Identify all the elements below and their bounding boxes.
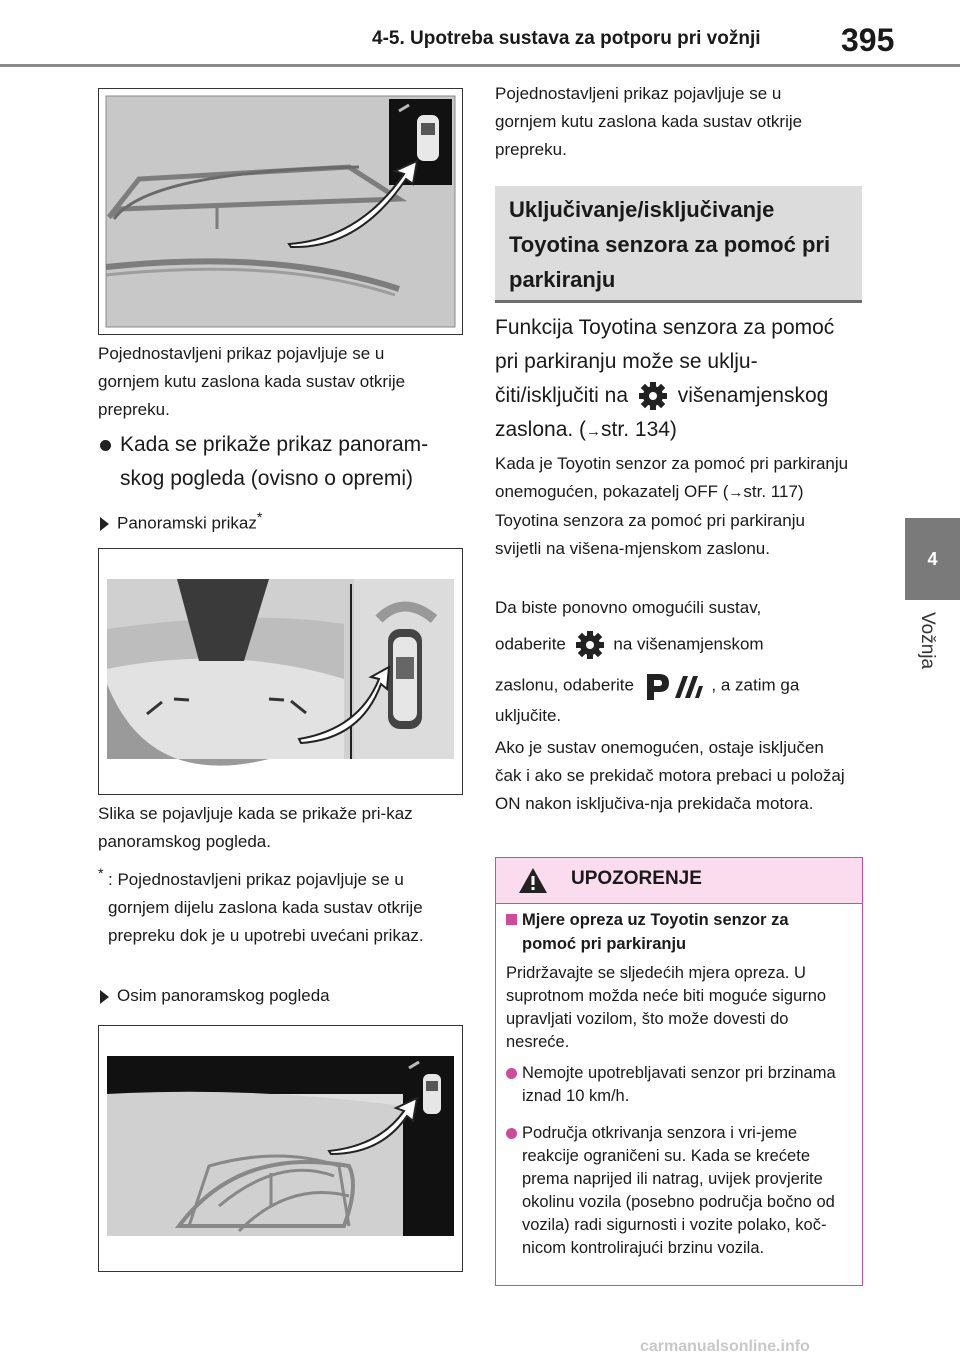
paragraph-4-text-c: uključite. <box>495 706 562 725</box>
settings-gear-icon <box>575 630 605 660</box>
warning-bullet-text: Nemojte upotrebljavati senzor pri brzinama iznad 10 km/h. <box>522 1064 836 1105</box>
warning-bullet <box>506 1122 842 1260</box>
figure-1-caption: Pojednostavljeni prikaz pojavljuje se u gornjem kutu zaslona kada sustav otkrije prepreku. <box>98 344 406 419</box>
bullet-heading-text: Kada se prikaže prikaz panoram-skog pogleda (ovisno o opremi) <box>120 433 429 490</box>
figure-camera-view-1 <box>98 88 463 335</box>
section-header-title: 4-5. Upotreba sustava za potporu pri vožnji <box>372 28 761 49</box>
bullet-dot <box>506 1128 517 1139</box>
warning-title: UPOZORENJE <box>571 868 702 889</box>
intro-text-a: Funkcija Toyotina senzora za pomoć pri parkiranju može se uklju-čiti/isključiti na <box>495 316 835 407</box>
warning-box <box>495 857 863 1286</box>
sub-label-other-text: Osim panoramskog pogleda <box>117 986 330 1005</box>
page-number: 395 <box>841 22 895 58</box>
paragraph-3 <box>495 630 865 660</box>
camera-view-illustration-3 <box>99 1026 462 1271</box>
section-title: Uključivanje/isključivanje Toyotina senzora za pomoć pri parkiranju <box>509 197 831 292</box>
warning-bullet-text: Područja otkrivanja senzora i vri-jeme reakcije ograničeni su. Kada se krećete prema naprijed ili natrag, uvijek provjerite okolinu vozila (posebno područja bočno od vozila) radi sigurnosti i vozite polako, koč-nicom kontrolirajući brzinu vozila. <box>522 1124 835 1257</box>
camera-view-illustration-1 <box>99 89 462 334</box>
reference-arrow-icon: → <box>728 484 744 501</box>
paragraph-4-text-a: zaslonu, odaberite <box>495 675 634 695</box>
paragraph-1 <box>495 450 855 563</box>
sub-label-panoramic-text: Panoramski prikaz <box>117 513 257 533</box>
warning-intro: Pridržavajte se sljedećih mjera opreza. U suprotnom možda neće biti moguće sigurno upravljati vozilom, što može dovesti do nesreće. <box>506 964 827 1051</box>
sub-label-panoramic <box>100 506 262 536</box>
paragraph-3-text-b: na višenamjenskom <box>613 634 764 654</box>
section-heading-box <box>495 186 862 303</box>
warning-triangle-icon <box>518 867 548 894</box>
intro-paragraph <box>495 311 860 449</box>
sub-label-other <box>100 984 330 1008</box>
footnote-text: : Pojednostavljeni prikaz pojavljuje se u gornjem dijelu zaslona kada sustav otkrije prepreku dok je u upotrebi uvećani prikaz. <box>108 870 424 945</box>
figure-2-caption: Slika se pojavljuje kada se prikaže pri-kaz panoramskog pogleda. <box>98 804 413 851</box>
paragraph-1-ref: str. 117) Toyotina senzora za pomoć pri parkiranju svijetli na višena-mjenskom zaslonu. <box>495 482 805 558</box>
intro-text-b: višenamjenskog zaslona. ( <box>495 384 829 441</box>
figure-panoramic-view <box>98 548 463 795</box>
paragraph-3-text-a: odaberite <box>495 634 566 654</box>
footnote-marker: * <box>256 510 263 526</box>
figure-camera-view-3 <box>98 1025 463 1272</box>
square-bullet-icon <box>506 914 517 925</box>
paragraph-4 <box>495 670 865 730</box>
triangle-bullet-icon <box>100 990 109 1004</box>
warning-subheading-text: Mjere opreza uz Toyotin senzor za pomoć pri parkiranju <box>522 911 789 953</box>
warning-header <box>496 858 862 904</box>
paragraph-2: Da biste ponovno omogućili sustav, <box>495 598 762 617</box>
paragraph-5: Ako je sustav onemogućen, ostaje isključen čak i ako se prekidač motora prebaci u položaj ON nakon isključiva-nja prekidača motora. <box>495 738 845 813</box>
top-caption-right: Pojednostavljeni prikaz pojavljuje se u gornjem kutu zaslona kada sustav otkrije prepreku. <box>495 84 803 159</box>
paragraph-1-text: Kada je Toyotin senzor za pomoć pri parkiranju onemogućen, pokazatelj OFF ( <box>495 454 849 501</box>
warning-subheading <box>506 908 832 956</box>
chapter-tab: 4 <box>905 518 960 600</box>
bullet-dot <box>506 1068 517 1079</box>
bullet-dot <box>100 440 111 451</box>
reference-arrow-icon: → <box>586 423 602 440</box>
intro-reference: str. 134) <box>601 418 677 441</box>
parking-sensor-icon <box>643 670 703 702</box>
chapter-name: Vožnja <box>917 612 938 670</box>
header-divider <box>0 64 960 67</box>
warning-bullet <box>506 1062 842 1108</box>
watermark: carmanualsonline.info <box>640 1338 810 1355</box>
footnote <box>98 866 458 950</box>
bullet-heading-panoramic <box>100 428 470 496</box>
panoramic-view-illustration <box>99 549 462 794</box>
triangle-bullet-icon <box>100 517 109 531</box>
footnote-mark: * <box>98 866 104 882</box>
paragraph-4-text-b: , a zatim ga <box>711 675 800 695</box>
settings-gear-icon <box>638 381 668 411</box>
